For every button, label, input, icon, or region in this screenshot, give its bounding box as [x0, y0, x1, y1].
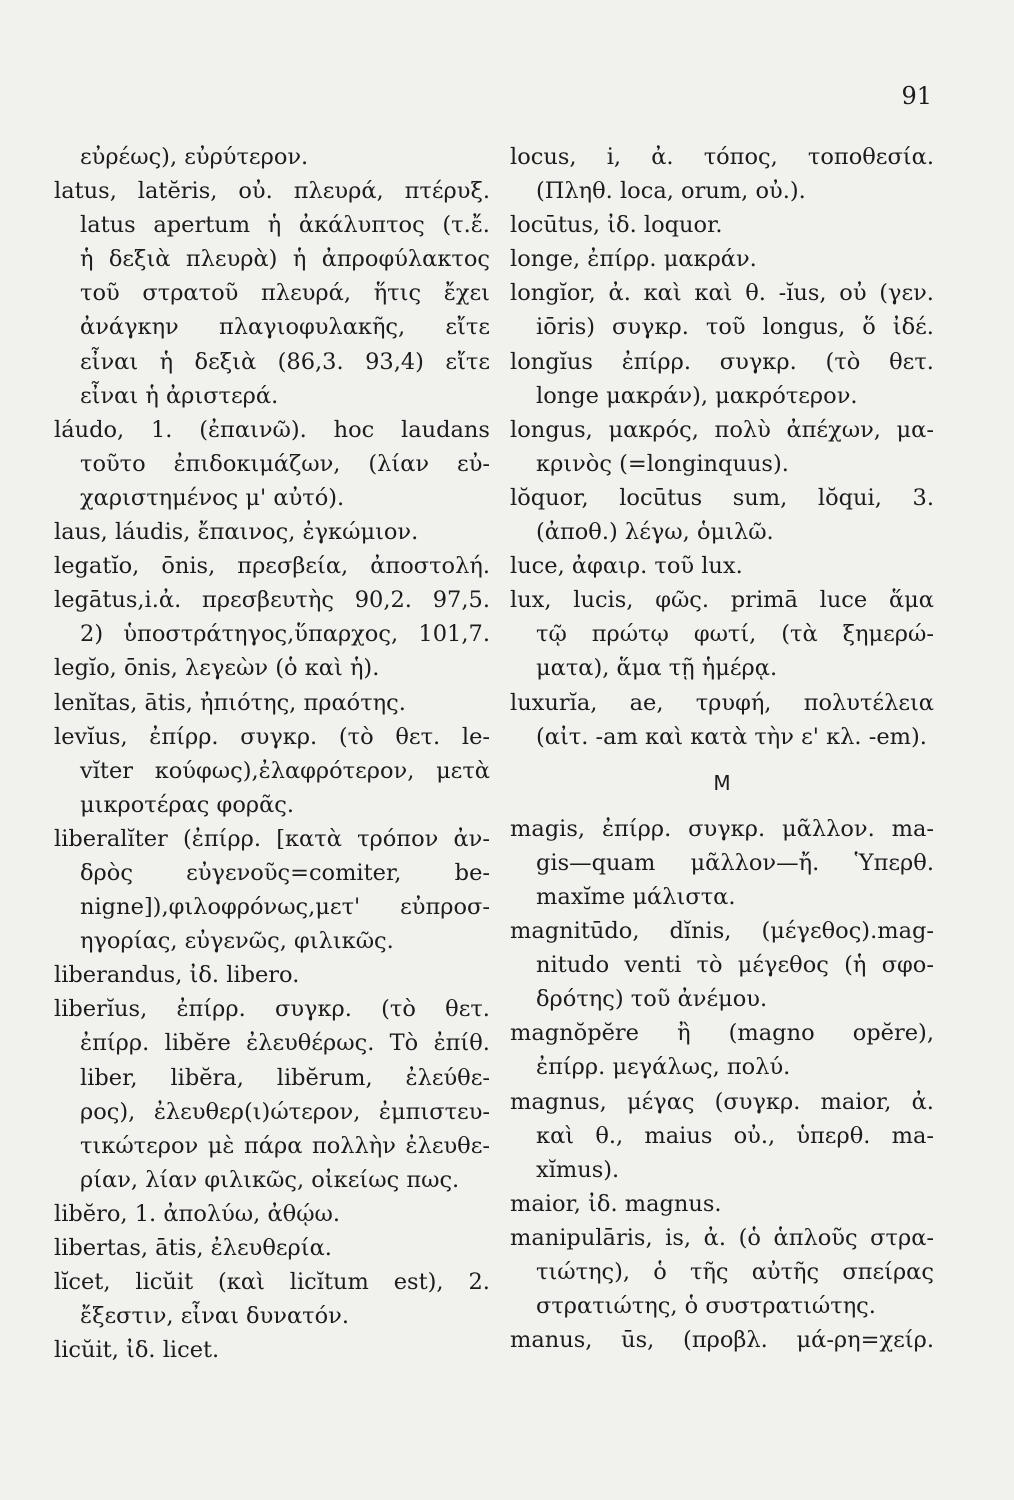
text-line [510, 651, 934, 685]
text-line [54, 379, 490, 413]
line-text: δρότης) τοῦ ἀνέμου. [536, 986, 768, 1013]
text-line [510, 549, 934, 583]
text-line [510, 515, 934, 549]
text-line: liber, libĕra, libĕrum, ἐλεύθε- [80, 1064, 490, 1091]
text-line: magnŏpĕre ἢ (magno opĕre), [510, 1020, 934, 1047]
text-line [510, 208, 934, 242]
text-line: liberĭus, ἐπίρρ. συγκρ. (τὸ θετ. [54, 996, 490, 1023]
section-gap [510, 800, 934, 812]
text-line: longus, μακρός, πολὺ ἀπέχων, μα- [510, 416, 934, 443]
text-line: τικώτερον μὲ πάρα πολλὴν ἐλευθε- [80, 1132, 490, 1159]
text-line [54, 958, 490, 992]
text-line [54, 1299, 490, 1333]
text-line: ρος), ἐλευθερ(ι)ώτερον, ἐμπιστευ- [80, 1098, 490, 1125]
text-line: láudo, 1. (ἐπαινῶ). hoc laudans [54, 416, 490, 443]
text-line: magnitūdo, dĭnis, (μέγεθος).mag- [510, 918, 934, 945]
text-line [510, 880, 934, 914]
line-text: ἐπίρρ. μεγάλως, πολύ. [536, 1054, 791, 1081]
text-line: luxurĭa, ae, τρυφή, πολυτέλεια [510, 689, 934, 716]
text-line: legatĭo, ōnis, πρεσβεία, ἀποστολή. [54, 553, 490, 580]
line-text: laus, láudis, ἔπαινος, ἐγκώμιον. [54, 519, 419, 546]
page-number: 91 [901, 82, 932, 110]
right-column-bottom [510, 812, 934, 1358]
line-text: libĕro, 1. ἀπολύω, ἀθῴω. [54, 1200, 341, 1227]
text-line: τιώτης), ὁ τῆς αὐτῆς σπείρας [536, 1259, 934, 1285]
line-text: lenĭtas, ātis, ἠπιότης, πραότης. [54, 689, 406, 716]
text-line: τοῦ στρατοῦ πλευρά, ἥτις ἔχει [80, 280, 490, 307]
section-letter-line [510, 766, 934, 800]
line-text: ἔξεστιν, εἶναι δυνατόν. [80, 1303, 349, 1330]
text-line [510, 379, 934, 413]
line-text: στρατιώτης, ὁ συστρατιώτης. [536, 1293, 876, 1320]
text-line: vĭter κούφως),ἐλαφρότερον, μετὰ [80, 757, 490, 784]
line-text: εὐρέως), εὐρύτερον. [80, 144, 309, 170]
text-line [54, 1163, 490, 1197]
text-line: manipulāris, is, ἀ. (ὁ ἁπλοῦς στρα- [510, 1224, 934, 1251]
line-text: (ἀποθ.) λέγω, ὁμιλῶ. [536, 519, 774, 546]
text-line [54, 1231, 490, 1265]
text-line: ἐπίρρ. libĕre ἐλευθέρως. Τὸ ἐπίθ. [80, 1030, 490, 1057]
text-line: iōris) συγκρ. τοῦ longus, ὅ ἰδέ. [536, 314, 934, 341]
text-line: locus, i, ἀ. τόπος, τοποθεσία. [510, 144, 934, 170]
text-line [54, 1197, 490, 1231]
line-text: maxĭme μάλιστα. [536, 883, 736, 910]
text-line: levĭus, ἐπίρρ. συγκρ. (τὸ θετ. le- [54, 723, 490, 750]
text-line [54, 140, 490, 174]
text-line [510, 720, 934, 754]
text-line: καὶ θ., maius οὐ., ὑπερθ. ma- [536, 1122, 934, 1149]
line-text: liberandus, ἰδ. libero. [54, 962, 300, 989]
line-text: locūtus, ἰδ. loquor. [510, 212, 723, 239]
text-line [54, 515, 490, 549]
line-text: libertas, ātis, ἐλευθερία. [54, 1235, 332, 1261]
left-column [54, 140, 490, 1367]
section-gap [510, 754, 934, 766]
line-text: κρινὸς (=longinquus). [536, 450, 789, 477]
text-line: magis, ἐπίρρ. συγκρ. μᾶλλον. ma- [510, 815, 934, 842]
text-line [510, 1289, 934, 1323]
line-text: longe, ἐπίρρ. μακράν. [510, 246, 757, 273]
text-line: longĭor, ἀ. καὶ καὶ θ. -ĭus, οὐ (γεν. [510, 280, 934, 307]
line-text: legĭo, ōnis, λεγεὼν (ὁ καὶ ἡ). [54, 655, 380, 682]
text-line: nitudo venti τὸ μέγεθος (ἡ σφο- [536, 952, 934, 979]
text-line [54, 1333, 490, 1367]
text-line: lux, lucis, φῶς. primā luce ἅμα [510, 587, 934, 614]
line-text: licŭit, ἰδ. licet. [54, 1337, 220, 1364]
text-line [510, 1153, 934, 1187]
text-line: τοῦτο ἐπιδοκιμάζων, (λίαν εὐ- [80, 450, 490, 477]
line-text: (αἰτ. -am καὶ κατὰ τὴν ε' κλ. -em). [536, 723, 927, 750]
text-line [54, 481, 490, 515]
right-column-top [510, 140, 934, 754]
text-line: τῷ πρώτῳ φωτί, (τὰ ξημερώ- [536, 621, 934, 648]
text-line: legātus,i.ἀ. πρεσβευτὴς 90,2. 97,5. [54, 587, 490, 614]
text-line [54, 651, 490, 685]
text-line: latus, latĕris, οὐ. πλευρά, πτέρυξ. [54, 178, 490, 205]
line-text: ματα), ἅμα τῇ ἡμέρᾳ. [536, 655, 778, 682]
text-line: liberalĭter (ἐπίρρ. [κατὰ τρόπον ἀν- [54, 825, 490, 852]
line-text: longe μακράν), μακρότερον. [536, 382, 858, 409]
line-text: ηγορίας, εὐγενῶς, φιλικῶς. [80, 928, 394, 955]
right-column [510, 140, 934, 1357]
text-line: lĭcet, licŭit (καὶ licĭtum est), 2. [54, 1269, 490, 1296]
text-line: manus, ūs, (προβλ. μά-ρη=χείρ. [510, 1327, 934, 1354]
text-line: nigne]),φιλοφρόνως,μετ' εὐπροσ- [80, 894, 490, 921]
text-line: δρὸς εὐγενοῦς=comiter, be- [80, 859, 490, 886]
text-line [510, 242, 934, 276]
section-letter: M [713, 770, 731, 795]
line-text: χαριστημένος μ' αὐτό). [80, 484, 345, 511]
text-line: magnus, μέγας (συγκρ. maior, ἀ. [510, 1088, 934, 1115]
text-line [510, 982, 934, 1016]
line-text: xĭmus). [536, 1156, 620, 1183]
text-line: ἡ δεξιὰ πλευρὰ) ἡ ἀπροφύλακτος [80, 246, 490, 273]
text-line [54, 788, 490, 822]
text-line: longĭus ἐπίρρ. συγκρ. (τὸ θετ. [510, 348, 934, 375]
line-text: εἶναι ἡ ἀριστερά. [80, 382, 279, 409]
line-text: (Πληθ. loca, orum, οὐ.). [536, 178, 806, 205]
text-line [510, 1050, 934, 1084]
line-text: luce, ἀφαιρ. τοῦ lux. [510, 553, 743, 580]
text-line [54, 924, 490, 958]
text-line: latus apertum ἡ ἀκάλυπτος (τ.ἔ. [80, 212, 490, 239]
text-line [510, 174, 934, 208]
text-line: εἶναι ἡ δεξιὰ (86,3. 93,4) εἴτε [80, 348, 490, 375]
text-line: gis—quam μᾶλλον—ἤ. Ὑπερθ. [536, 849, 934, 876]
text-line [510, 1187, 934, 1221]
text-line: ἀνάγκην πλαγιοφυλακῆς, εἴτε [80, 314, 490, 341]
text-line [54, 686, 490, 720]
text-line: lŏquor, locūtus sum, lŏqui, 3. [510, 484, 934, 511]
line-text: maior, ἰδ. magnus. [510, 1190, 722, 1217]
text-line [510, 447, 934, 481]
text-line: 2) ὑποστράτηγος,ὕπαρχος, 101,7. [80, 621, 490, 648]
line-text: μικροτέρας φορᾶς. [80, 791, 295, 818]
line-text: ρίαν, λίαν φιλικῶς, οἰκείως πως. [80, 1166, 460, 1193]
